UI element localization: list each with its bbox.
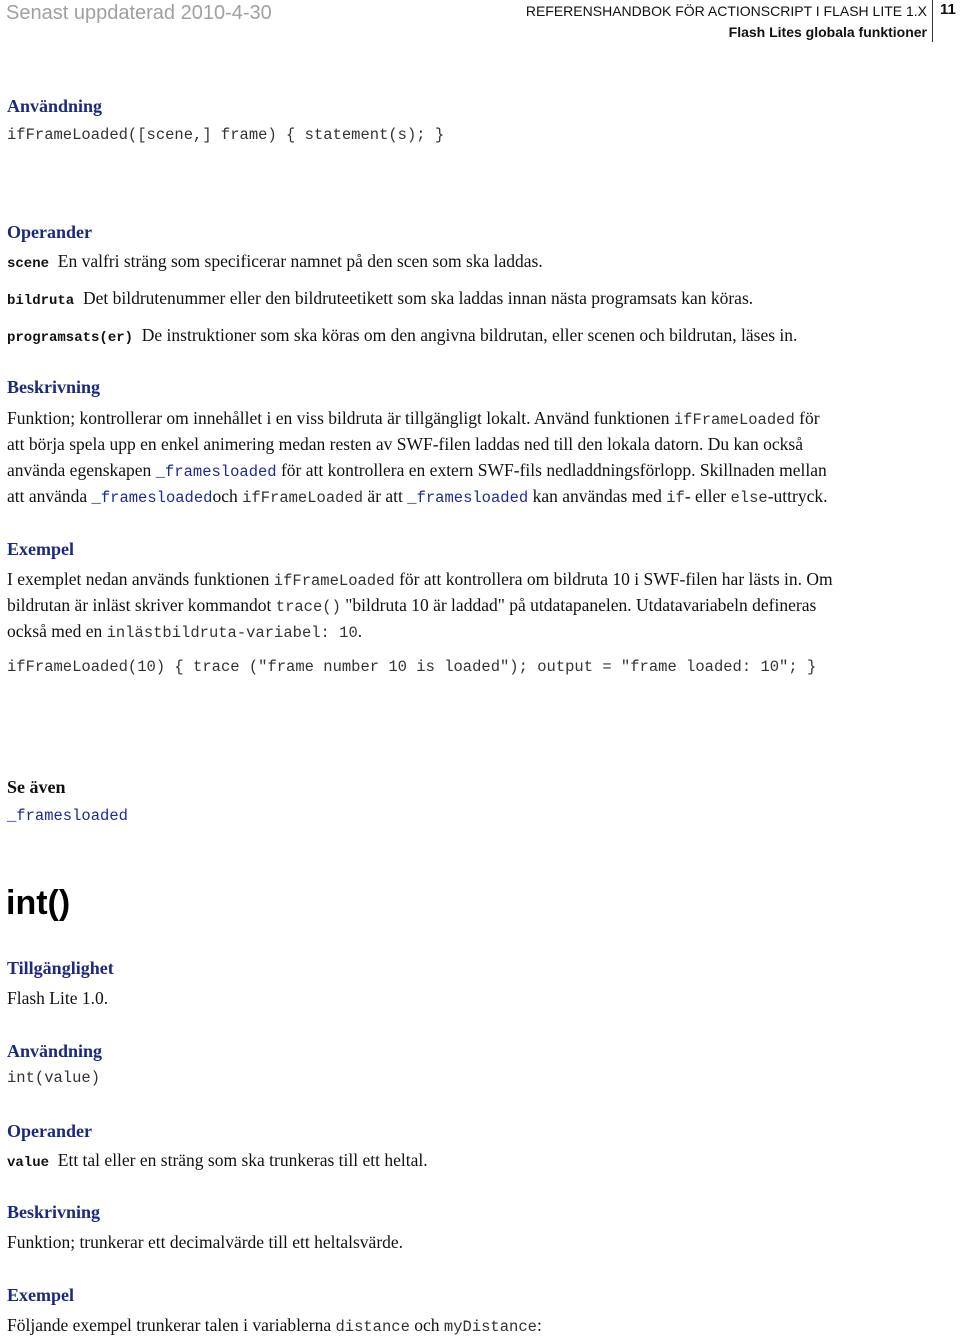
operand-desc: En valfri sträng som specificerar namnet på den scen som ska laddas.: [57, 251, 543, 271]
text: "bildruta 10 är laddad" på utdatapanelen. Utdatavariabeln defineras: [340, 595, 817, 615]
example-code: [7, 656, 816, 679]
inline-code: if: [666, 489, 685, 507]
example-heading: Exempel: [7, 1285, 74, 1305]
inline-code: inlästbildruta-variabel: 10: [106, 624, 358, 642]
operand-name: scene: [7, 256, 50, 272]
example-code-line: output = "frame loaded: 10";: [537, 658, 798, 676]
operands-heading: Operander: [7, 1121, 92, 1141]
book-title: REFERENSHANDBOK FÖR ACTIONSCRIPT I FLASH LITE 1.X: [525, 3, 927, 19]
text: och: [409, 1315, 444, 1335]
text: Funktion; kontrollerar om innehållet i en viss bildruta är tillgängligt lokalt. Använd funktionen: [7, 408, 674, 428]
operand-desc: De instruktioner som ska köras om den angivna bildrutan, eller scenen och bildrutan, läses in.: [141, 325, 798, 345]
example-code-line: }: [806, 658, 817, 676]
operand-desc: Det bildrutenummer eller den bildruteetikett som ska laddas innan nästa programsats kan köras.: [82, 288, 754, 308]
description-line: [7, 483, 827, 511]
inline-code: distance: [335, 1318, 410, 1336]
example-code-line: ifFrameLoaded(10) {: [7, 658, 184, 676]
see-also-heading: Se även: [7, 777, 66, 797]
usage-code: int(value): [7, 1069, 101, 1087]
description-heading: Beskrivning: [7, 377, 101, 397]
operand-name: programsats(er): [7, 330, 134, 346]
operand-name: bildruta: [7, 293, 75, 309]
operands-heading: Operander: [7, 222, 92, 242]
description-line: [7, 405, 820, 433]
usage-heading: Användning: [7, 96, 103, 116]
example-line: [7, 1312, 542, 1340]
description-line: att börja spela upp en enkel animering medan resten av SWF-filen laddas ned till den lokala datorn. Du kan också: [7, 434, 804, 454]
operand-row: [7, 248, 543, 277]
usage-code-line: statement(s);: [304, 126, 426, 144]
inline-code: else: [730, 489, 768, 507]
inline-code: ifFrameLoaded: [273, 572, 395, 590]
framesloaded-link[interactable]: _framesloaded: [407, 489, 529, 507]
example-line: [7, 566, 833, 594]
page-number: 11: [940, 1, 956, 18]
example-line: [7, 592, 816, 620]
text: Följande exempel trunkerar talen i variablerna: [7, 1315, 336, 1335]
text: .: [357, 621, 363, 641]
inline-code: ifFrameLoaded: [242, 489, 364, 507]
section-title: int(): [6, 884, 71, 922]
framesloaded-link[interactable]: _framesloaded: [91, 489, 213, 507]
operand-desc: Ett tal eller en sträng som ska trunkeras till ett heltal.: [57, 1150, 428, 1170]
text: för: [794, 408, 820, 428]
text: - eller: [684, 486, 731, 506]
last-updated: Senast uppdaterad 2010-4-30: [6, 2, 272, 24]
text: och: [212, 486, 243, 506]
text: :: [536, 1315, 542, 1335]
text: -uttryck.: [767, 486, 828, 506]
text: att använda: [7, 486, 92, 506]
availability-text: Flash Lite 1.0.: [7, 988, 109, 1008]
chapter-title: Flash Lites globala funktioner: [728, 24, 927, 40]
text: kan användas med: [528, 486, 667, 506]
text: bildrutan är inläst skriver kommandot: [7, 595, 276, 615]
header-divider: [932, 0, 933, 42]
usage-code-line: }: [434, 126, 445, 144]
text: för att kontrollera en extern SWF-fils nedladdningsförlopp. Skillnaden mellan: [276, 460, 827, 480]
usage-code-line: ifFrameLoaded([scene,] frame) {: [7, 126, 296, 144]
operand-row: [7, 322, 797, 351]
text: också med en: [7, 621, 107, 641]
text: I exemplet nedan används funktionen: [7, 569, 274, 589]
description-line: [7, 457, 827, 485]
example-heading: Exempel: [7, 539, 74, 559]
inline-code: myDistance: [443, 1318, 537, 1336]
text: använda egenskapen: [7, 460, 156, 480]
operand-row: [7, 1147, 428, 1176]
usage-code: [7, 124, 444, 147]
inline-code: ifFrameLoaded: [673, 411, 795, 429]
description-heading: Beskrivning: [7, 1202, 101, 1222]
availability-heading: Tillgänglighet: [7, 958, 114, 978]
framesloaded-link[interactable]: _framesloaded: [155, 463, 277, 481]
operand-row: [7, 285, 753, 314]
description-text: Funktion; trunkerar ett decimalvärde till ett heltalsvärde.: [7, 1232, 404, 1252]
see-also-framesloaded-link[interactable]: _framesloaded: [7, 807, 128, 825]
text: är att: [363, 486, 408, 506]
example-code-line: trace ("frame number 10 is loaded");: [193, 658, 528, 676]
operand-name: value: [7, 1155, 50, 1171]
inline-code: trace(): [275, 598, 341, 616]
text: för att kontrollera om bildruta 10 i SWF-filen har lästs in. Om: [394, 569, 833, 589]
usage-heading: Användning: [7, 1041, 103, 1061]
example-line: [7, 618, 362, 646]
